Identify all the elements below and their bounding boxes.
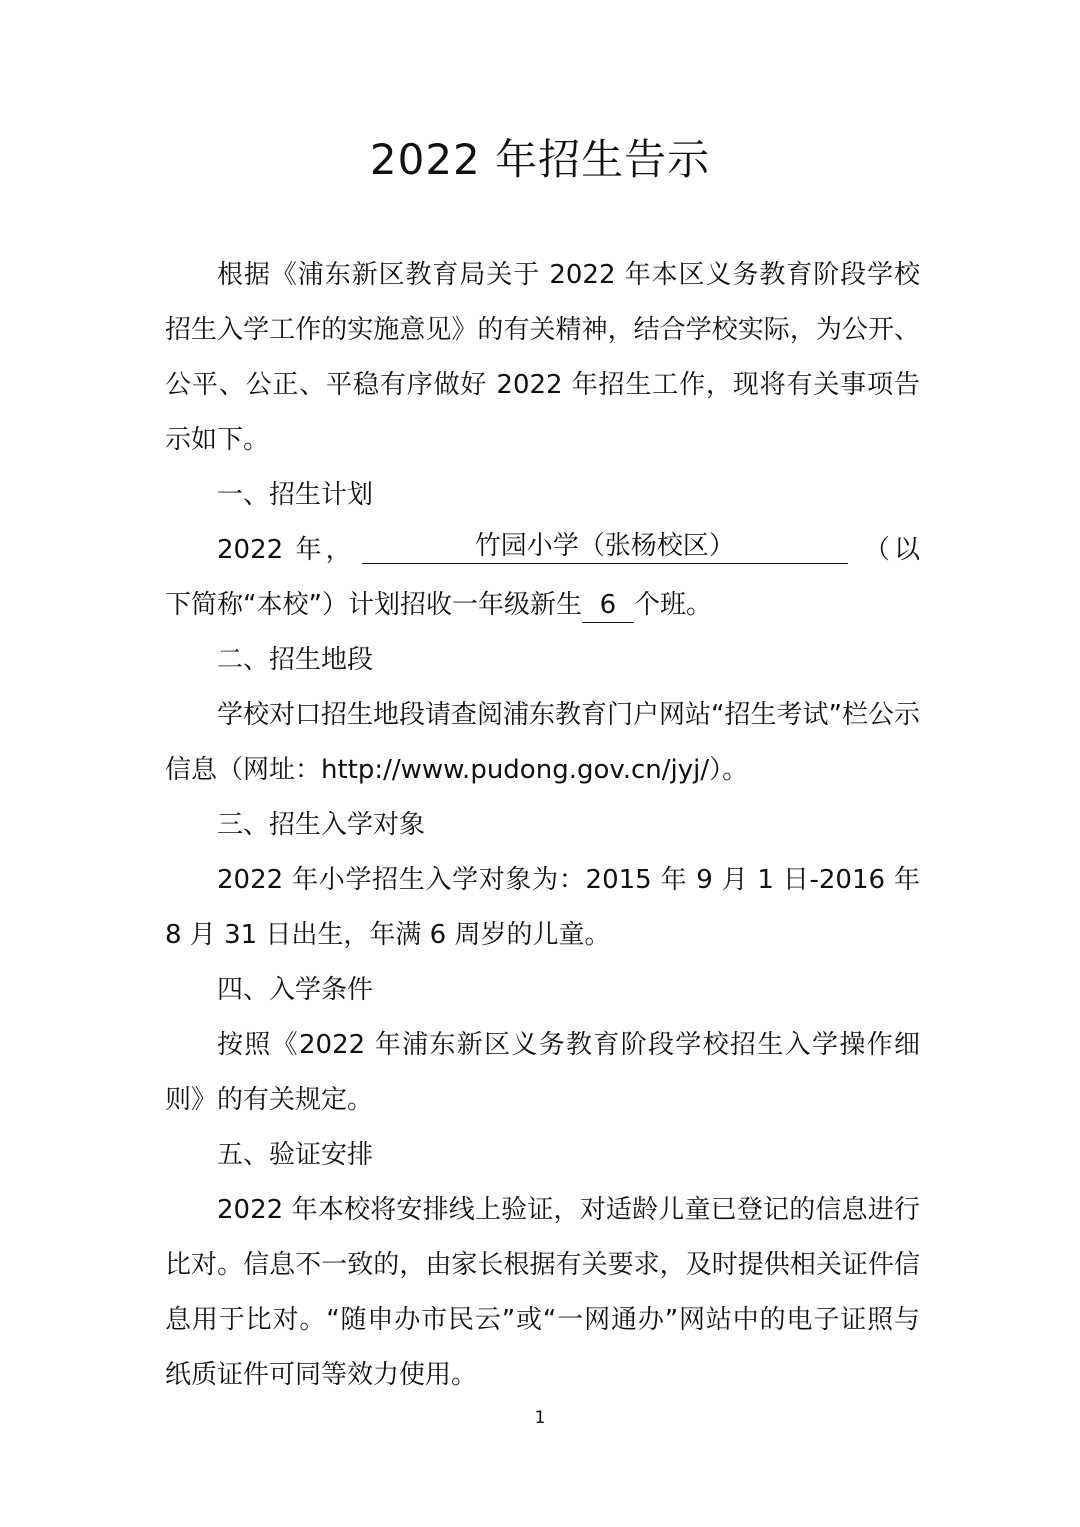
- intro-paragraph: 根据《浦东新区教育局关于 2022 年本区义务教育阶段学校招生入学工作的实施意见》的有关精神，结合学校实际，为公开、公平、公正、平稳有序做好 2022 年招生工作，现将有关事项告示如下。: [165, 260, 920, 455]
- class-count-blank: 6: [582, 588, 634, 623]
- enrollment-zone-paragraph: 学校对口招生地段请查阅浦东教育门户网站“招生考试”栏公示信息（网址：http://www.pudong.gov.cn/jyj/）。: [165, 700, 920, 785]
- enrollment-plan-middle: （以下简称“本校”）计划招收一年级新生: [165, 535, 920, 620]
- section-heading-eligible-children: 三、招生入学对象: [217, 810, 426, 840]
- document-title: 2022 年招生告示: [369, 135, 711, 184]
- section-heading-enrollment-zone: 二、招生地段: [217, 645, 374, 675]
- enrollment-plan-prefix: 2022 年，: [217, 535, 356, 565]
- enrollment-plan-suffix: 个班。: [633, 590, 712, 620]
- school-name-blank: 竹园小学（张杨校区）: [362, 529, 848, 564]
- document-body: [165, 248, 920, 1403]
- admission-conditions-paragraph: 按照《2022 年浦东新区义务教育阶段学校招生入学操作细则》的有关规定。: [165, 1030, 920, 1115]
- verification-paragraph: 2022 年本校将安排线上验证，对适龄儿童已登记的信息进行比对。信息不一致的，由家长根据有关要求，及时提供相关证件信息用于比对。“随申办市民云”或“一网通办”网站中的电子证照与纸质证件可同等效力使用。: [165, 1195, 920, 1390]
- section-heading-enrollment-plan: 一、招生计划: [217, 480, 374, 510]
- section-heading-admission-conditions: 四、入学条件: [217, 975, 374, 1005]
- section-heading-verification: 五、验证安排: [217, 1140, 374, 1170]
- eligible-children-paragraph: 2022 年小学招生入学对象为：2015 年 9 月 1 日-2016 年 8 月 31 日出生，年满 6 周岁的儿童。: [165, 865, 920, 950]
- enrollment-plan-paragraph: [165, 523, 920, 633]
- page-number: 1: [534, 1408, 546, 1428]
